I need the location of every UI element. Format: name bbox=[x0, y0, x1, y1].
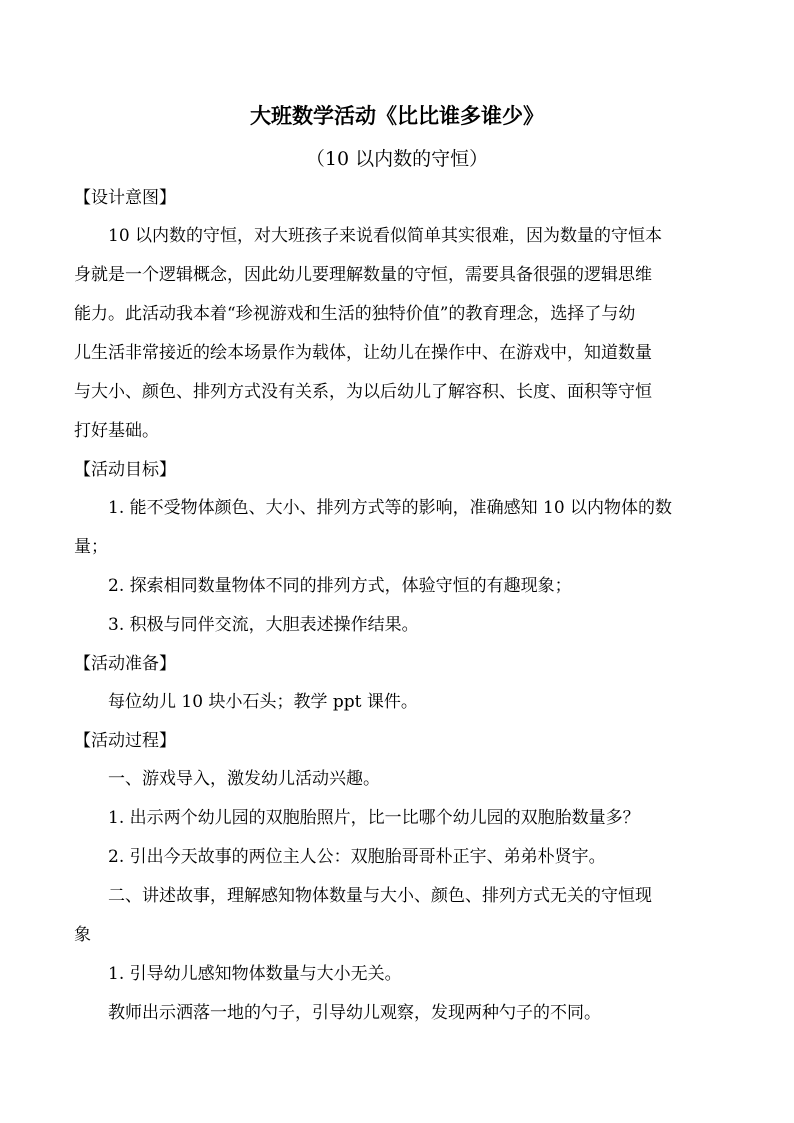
paragraph-line: 身就是一个逻辑概念，因此幼儿要理解数量的守恒，需要具备很强的逻辑思维 bbox=[74, 265, 652, 285]
list-item: 1. 出示两个幼儿园的双胞胎照片，比一比哪个幼儿园的双胞胎数量多？ bbox=[108, 808, 640, 828]
paragraph-line: 象 bbox=[74, 925, 91, 945]
list-item: 2. 探索相同数量物体不同的排列方式，体验守恒的有趣现象； bbox=[108, 576, 572, 596]
paragraph-line: 10 以内数的守恒，对大班孩子来说看似简单其实很难，因为数量的守恒本 bbox=[108, 226, 663, 246]
paragraph-line: 儿生活非常接近的绘本场景作为载体，让幼儿在操作中、在游戏中，知道数量 bbox=[74, 343, 652, 363]
paragraph-line: 打好基础。 bbox=[74, 421, 159, 441]
paragraph-line: 能力。此活动我本着“珍视游戏和生活的独特价值”的教育理念，选择了与幼 bbox=[74, 304, 636, 324]
document-subtitle: （10 以内数的守恒） bbox=[305, 148, 489, 170]
section-heading-preparation: 【活动准备】 bbox=[74, 654, 176, 674]
paragraph-line: 二、讲述故事，理解感知物体数量与大小、颜色、排列方式无关的守恒现 bbox=[108, 886, 652, 906]
section-heading-design-intent: 【设计意图】 bbox=[74, 188, 176, 208]
paragraph-line: 每位幼儿 10 块小石头；教学 ppt 课件。 bbox=[108, 692, 418, 712]
list-item: 2. 引出今天故事的两位主人公：双胞胎哥哥朴正宇、弟弟朴贤宇。 bbox=[108, 847, 606, 867]
section-heading-process: 【活动过程】 bbox=[74, 731, 176, 751]
section-heading-goals: 【活动目标】 bbox=[74, 460, 176, 480]
list-item: 1. 引导幼儿感知物体数量与大小无关。 bbox=[108, 964, 402, 984]
paragraph-line: 一、游戏导入，激发幼儿活动兴趣。 bbox=[108, 769, 380, 789]
paragraph-line: 与大小、颜色、排列方式没有关系，为以后幼儿了解容积、长度、面积等守恒 bbox=[74, 382, 652, 402]
paragraph-line: 教师出示洒落一地的勺子，引导幼儿观察，发现两种勺子的不同。 bbox=[108, 1003, 601, 1023]
list-item: 3. 积极与同伴交流，大胆表述操作结果。 bbox=[108, 615, 419, 635]
document-title: 大班数学活动《比比谁多谁少》 bbox=[250, 103, 544, 128]
list-item: 1. 能不受物体颜色、大小、排列方式等的影响，准确感知 10 以内物体的数 bbox=[108, 498, 673, 518]
list-item-continuation: 量； bbox=[74, 537, 108, 557]
